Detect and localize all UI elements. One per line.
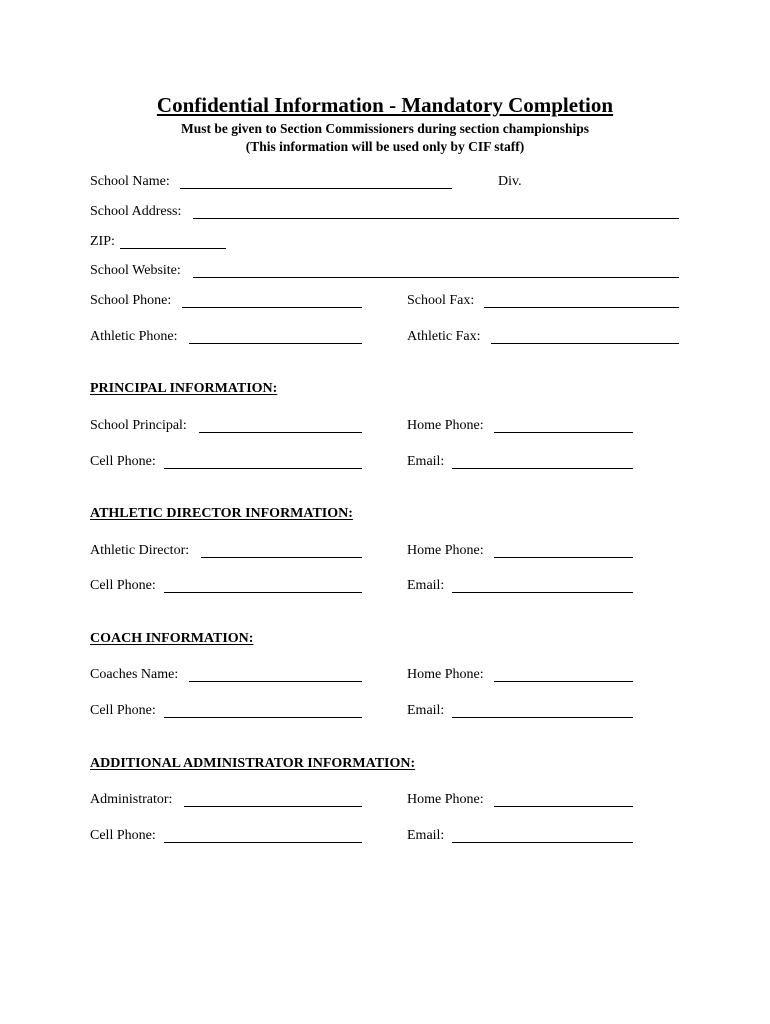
athletic-fax-label: Athletic Fax: xyxy=(407,329,481,344)
principal-name-field[interactable] xyxy=(199,432,362,433)
coach-cell-phone-label: Cell Phone: xyxy=(90,703,156,718)
administrator-email-label: Email: xyxy=(407,828,445,843)
division-label: Div. xyxy=(498,174,522,189)
subtitle-usage-note: (This information will be used only by CIF staff) xyxy=(245,139,525,154)
administrator-cell-phone-label: Cell Phone: xyxy=(90,828,156,843)
athletic-phone-label: Athletic Phone: xyxy=(90,329,178,344)
athletic-phone-field[interactable] xyxy=(189,343,362,344)
page-title: Confidential Information - Mandatory Completion xyxy=(156,93,614,117)
administrator-home-phone-label: Home Phone: xyxy=(407,792,484,807)
administrator-section-heading: ADDITIONAL ADMINISTRATOR INFORMATION: xyxy=(90,756,416,771)
school-name-field[interactable] xyxy=(180,188,452,189)
athletic-director-name-label: Athletic Director: xyxy=(90,543,190,558)
athletic-director-section-heading: ATHLETIC DIRECTOR INFORMATION: xyxy=(90,506,353,521)
coach-home-phone-label: Home Phone: xyxy=(407,667,484,682)
zip-label: ZIP: xyxy=(90,234,115,249)
school-website-label: School Website: xyxy=(90,263,181,278)
athletic-director-email-label: Email: xyxy=(407,578,445,593)
athletic-fax-field[interactable] xyxy=(491,343,679,344)
coach-name-field[interactable] xyxy=(189,681,362,682)
subtitle-instructions: Must be given to Section Commissioners during section championships xyxy=(180,121,590,136)
school-address-label: School Address: xyxy=(90,204,182,219)
school-fax-field[interactable] xyxy=(484,307,679,308)
zip-field[interactable] xyxy=(120,248,226,249)
principal-home-phone-field[interactable] xyxy=(494,432,633,433)
principal-section-heading: PRINCIPAL INFORMATION: xyxy=(90,381,278,396)
principal-email-label: Email: xyxy=(407,454,445,469)
coach-email-label: Email: xyxy=(407,703,445,718)
athletic-director-cell-phone-field[interactable] xyxy=(164,592,362,593)
administrator-home-phone-field[interactable] xyxy=(494,806,633,807)
administrator-name-field[interactable] xyxy=(184,806,362,807)
athletic-director-cell-phone-label: Cell Phone: xyxy=(90,578,156,593)
athletic-director-email-field[interactable] xyxy=(452,592,633,593)
athletic-director-home-phone-label: Home Phone: xyxy=(407,543,484,558)
athletic-director-home-phone-field[interactable] xyxy=(494,557,633,558)
administrator-name-label: Administrator: xyxy=(90,792,173,807)
school-website-field[interactable] xyxy=(193,277,679,278)
school-phone-field[interactable] xyxy=(182,307,362,308)
coach-section-heading: COACH INFORMATION: xyxy=(90,631,254,646)
athletic-director-name-field[interactable] xyxy=(201,557,362,558)
school-name-label: School Name: xyxy=(90,174,170,189)
coach-home-phone-field[interactable] xyxy=(494,681,633,682)
principal-email-field[interactable] xyxy=(452,468,633,469)
principal-home-phone-label: Home Phone: xyxy=(407,418,484,433)
principal-name-label: School Principal: xyxy=(90,418,187,433)
coach-cell-phone-field[interactable] xyxy=(164,717,362,718)
school-address-field[interactable] xyxy=(193,218,679,219)
principal-cell-phone-label: Cell Phone: xyxy=(90,454,156,469)
school-phone-label: School Phone: xyxy=(90,293,172,308)
principal-cell-phone-field[interactable] xyxy=(164,468,362,469)
coach-email-field[interactable] xyxy=(452,717,633,718)
administrator-cell-phone-field[interactable] xyxy=(164,842,362,843)
administrator-email-field[interactable] xyxy=(452,842,633,843)
school-fax-label: School Fax: xyxy=(407,293,475,308)
coach-name-label: Coaches Name: xyxy=(90,667,179,682)
